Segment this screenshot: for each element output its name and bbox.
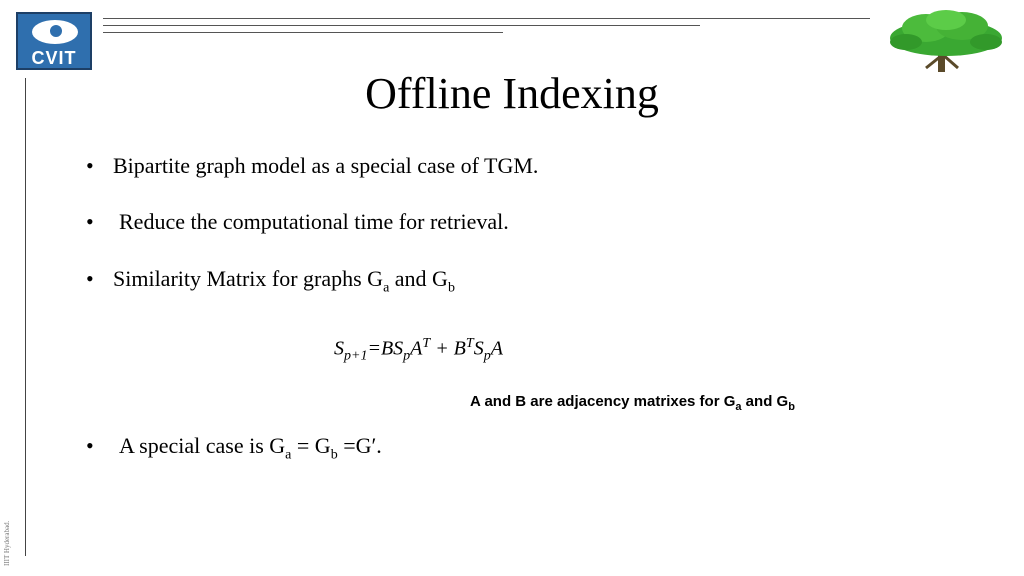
eq-sub-p: p [403,348,411,364]
bullet-dot: • [86,266,94,291]
subscript-b: b [447,280,455,296]
note-prefix: A and B are adjacency matrixes for G [470,393,736,410]
eq-s: S [334,337,344,360]
bullet-4 [119,433,382,468]
header-rule-2 [103,25,700,26]
note-sub-b: b [788,401,795,413]
adjacency-note [470,393,795,413]
bullet-2: Reduce the computational time for retrieval. [119,209,509,234]
header-rule-1 [103,18,870,19]
bullet-4-suffix: =G′. [337,433,382,458]
eq-eq-bs: =BS [367,337,404,360]
bullet-dot: • [86,153,94,178]
bullet-3 [113,266,455,301]
note-sub-a: a [735,401,742,413]
subscript-a: a [383,280,390,296]
similarity-equation [334,336,503,365]
eq-sup-t: T [422,336,431,351]
bullet-4-mid: = G [291,433,331,458]
cvit-logo [16,12,92,70]
eq-plus-b: + B [430,337,466,360]
bullet-dot: • [86,433,94,458]
bullet-1: Bipartite graph model as a special case of TGM. [113,153,539,178]
eq-sub-p1: p+1 [344,348,368,364]
header-rule-3 [103,32,503,33]
note-mid: and G [741,393,789,410]
eye-icon [32,20,78,44]
left-margin-line [25,78,26,556]
eq-sub-p: p [483,348,491,364]
bullet-dot: • [86,209,94,234]
eq-s: S [473,337,484,360]
eq-a: A [410,337,423,360]
bullet-3-prefix: Similarity Matrix for graphs G [113,266,384,291]
subscript-a: a [285,447,292,463]
tree-icon [886,8,1006,76]
slide-title: Offline Indexing [365,69,659,118]
footer-institution: IIIT Hyderabad. [3,520,11,566]
eye-pupil [48,23,64,39]
bullet-3-mid: and G [389,266,448,291]
bullet-4-prefix: A special case is G [119,433,286,458]
eq-sup-t: T [465,336,474,351]
eq-a: A [490,337,503,360]
subscript-b: b [330,447,338,463]
logo-text: CVIT [31,48,77,68]
